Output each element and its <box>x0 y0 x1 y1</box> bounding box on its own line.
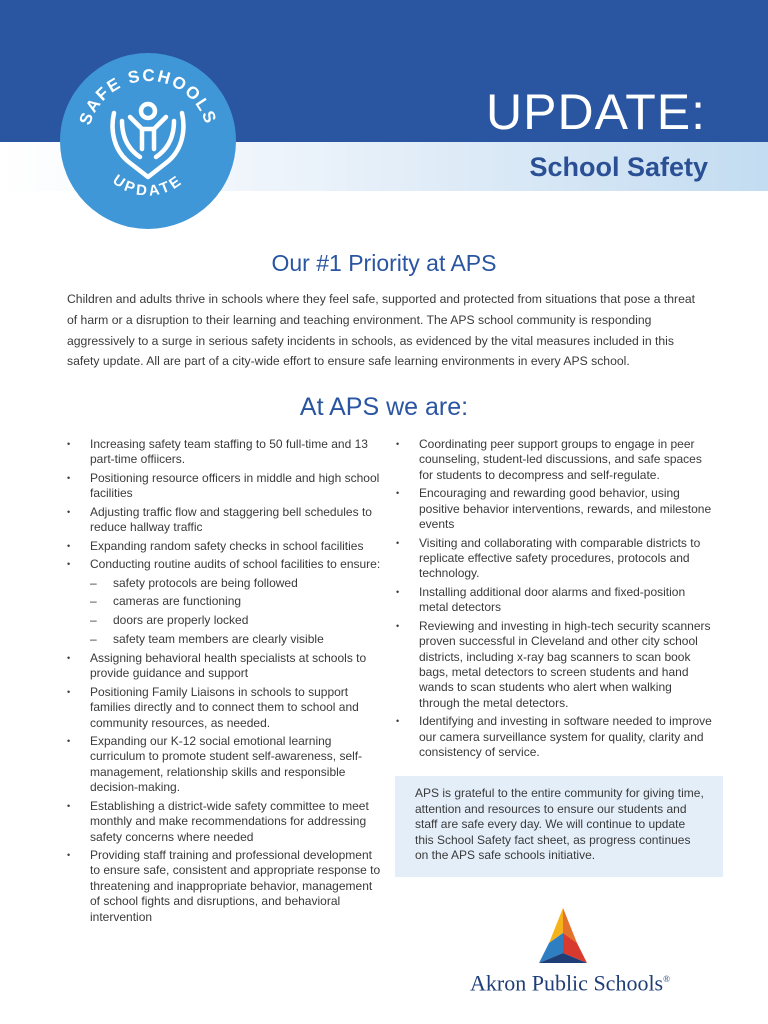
page-subtitle: School Safety <box>529 152 708 182</box>
sub-list-item: – doors are properly locked <box>90 613 249 628</box>
list-item: • Expanding our K-12 social emotional learning curriculum to promote student self-awareness, self-management, relationship skills and responsible decision-making. <box>67 734 363 795</box>
intro-paragraph: Children and adults thrive in schools where they feel safe, supported and protected from situations that pose a threat of harm or a disruption to their learning and teaching environment. The APS school community is responding aggressively to a surge in serious safety incidents in schools, as evidenced by the vital measures included in this safety update. All are part of a city-wide effort to ensure safe learning environments in every APS school. <box>67 292 696 369</box>
logo-wordmark: Akron Public Schools® <box>470 970 670 996</box>
list-item: • Reviewing and investing in high-tech security scanners proven successful in Cleveland and other city school districts, including x-ray bag scanners to scan book bags, metal detectors to screen students and hand wands to scan students who alert when walking through the metal detectors. <box>396 618 711 710</box>
aps-triangle-icon <box>533 907 593 965</box>
badge-top-text: SAFE SCHOOLS <box>75 65 221 128</box>
list-item: • Expanding random safety checks in school facilities <box>67 538 364 553</box>
audit-sub-list <box>90 576 384 648</box>
sub-list-item: – safety protocols are being followed <box>90 575 298 590</box>
list-item: • Encouraging and rewarding good behavior, using positive behavior interventions, rewards, and milestone events <box>396 486 712 532</box>
list-item: • Assigning behavioral health specialists at schools to provide guidance and support <box>67 650 367 681</box>
right-bullet-list <box>393 437 713 764</box>
sub-list-item: – cameras are functioning <box>90 594 242 609</box>
priority-heading: Our #1 Priority at APS <box>271 250 497 276</box>
list-item: • Installing additional door alarms and fixed-position metal detectors <box>396 584 686 615</box>
list-item: • Adjusting traffic flow and staggering bell schedules to reduce hallway traffic <box>67 504 372 535</box>
badge-bottom-text: UPDATE <box>109 171 187 200</box>
at-aps-heading: At APS we are: <box>299 393 469 421</box>
list-item: • Establishing a district-wide safety committee to meet monthly and make recommendations for addressing safety concerns where needed <box>67 798 369 844</box>
gratitude-callout <box>395 776 723 877</box>
list-item: • Increasing safety team staffing to 50 full-time and 13 part-time offiicers. <box>67 437 368 467</box>
left-bullet-list <box>64 437 384 928</box>
list-item: • Positioning Family Liaisons in schools to support families directly and to connect them to school and community resources, as needed. <box>67 684 359 730</box>
list-item: • Positioning resource officers in middle and high school facilities <box>67 470 380 501</box>
list-item: • Providing staff training and professional development to ensure safe, consistent and appropriate response to threatening and inappropriate behavior, management of school fights and disruptions, and behavioral intervention <box>67 848 381 924</box>
sub-list-item: – safety team members are clearly visible <box>90 632 324 647</box>
callout-text: APS is grateful to the entire community for giving time, attention and resources to ensure our students and staff are safe every day. We will continue to update this School Safety fact sheet, as progress continues on the APS safe schools initiative. <box>415 786 704 863</box>
update-title: UPDATE: <box>486 84 706 140</box>
list-item: • Coordinating peer support groups to engage in peer counseling, student-led discussions, and safe spaces for students to decompress and self-regulate. <box>396 437 702 482</box>
safe-schools-badge <box>58 51 238 231</box>
akron-public-schools-logo <box>466 906 670 996</box>
list-item: • Identifying and investing in software needed to improve our camera surveillance system for quality, clarity and consistency of service. <box>396 714 712 760</box>
list-item: • Conducting routine audits of school facilities to ensure: – safety protocols are being followed – cameras are functioning – doors are properly locked – safety team members are clearly visible <box>64 557 384 647</box>
list-item: • Visiting and collaborating with comparable districts to replicate effective safety procedures, protocols and technology. <box>396 535 701 581</box>
